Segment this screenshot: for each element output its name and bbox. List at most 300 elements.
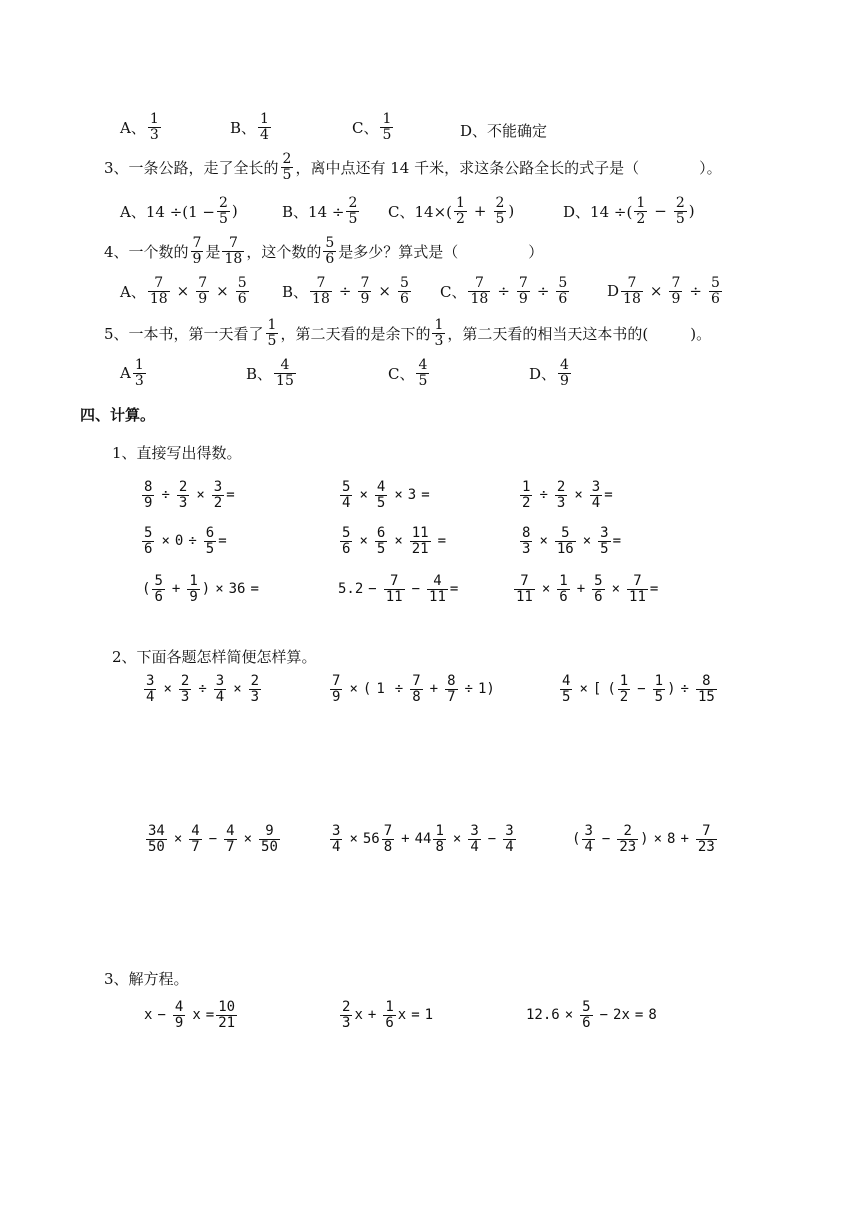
operator: − xyxy=(654,202,667,221)
expression-text: ( xyxy=(362,681,372,698)
numerator: 5 xyxy=(582,999,591,1015)
expression-text: A、14 ÷(1 − xyxy=(120,202,215,221)
numerator: 4 xyxy=(226,823,235,839)
expression-text: B、 xyxy=(246,364,273,383)
numerator: 5 xyxy=(399,275,409,291)
q4-option-d xyxy=(607,276,724,306)
expression-text: = xyxy=(449,581,459,598)
expression-text: x xyxy=(397,1007,407,1024)
denominator: 5 xyxy=(654,688,664,705)
denominator: 3 xyxy=(149,126,159,143)
fraction xyxy=(560,674,572,704)
fraction xyxy=(340,526,352,556)
denominator: 5 xyxy=(382,126,392,143)
denominator: 50 xyxy=(148,838,165,855)
fraction xyxy=(259,824,280,854)
denominator: 2 xyxy=(213,494,223,511)
expression-text: = xyxy=(604,487,613,504)
numerator: 10 xyxy=(218,999,236,1015)
expr-1-2 xyxy=(338,480,435,510)
operator: × xyxy=(649,282,663,301)
fraction xyxy=(187,574,199,604)
fraction xyxy=(142,480,154,510)
numerator: 5 xyxy=(154,573,163,589)
fraction xyxy=(592,574,604,604)
operator: ÷ xyxy=(539,487,548,504)
numerator: 5 xyxy=(237,275,247,291)
fraction xyxy=(191,236,204,266)
operator: × xyxy=(349,681,358,698)
expression-text: = xyxy=(226,487,235,504)
q3-stem xyxy=(104,152,722,182)
denominator: 5 xyxy=(418,372,428,389)
numerator: 3 xyxy=(213,479,223,495)
expression-text: D、14 ÷( xyxy=(563,202,633,221)
expression-text: 2x xyxy=(613,1007,630,1024)
expr-1-5 xyxy=(338,526,451,556)
numerator: 3 xyxy=(332,823,341,839)
expression-text: A、 xyxy=(120,282,146,301)
fraction xyxy=(142,526,154,556)
fraction xyxy=(556,276,569,306)
expression-text: 1 xyxy=(477,681,487,698)
part1-title: 1、直接写出得数。 xyxy=(112,444,242,462)
numerator: 1 xyxy=(434,317,444,333)
denominator: 4 xyxy=(470,838,479,855)
numerator: 2 xyxy=(219,195,228,211)
operator: = xyxy=(250,581,259,598)
denominator: 5 xyxy=(219,210,228,227)
fraction xyxy=(468,824,480,854)
fraction xyxy=(330,824,342,854)
operator: × xyxy=(541,581,551,598)
expr-2-3 xyxy=(558,674,719,704)
expression-text: ) xyxy=(486,681,495,698)
numerator: 2 xyxy=(623,823,632,839)
numerator: 3 xyxy=(470,823,479,839)
operator: + xyxy=(401,831,410,848)
numerator: 7 xyxy=(192,235,202,251)
fraction xyxy=(590,480,602,510)
numerator: 34 xyxy=(148,823,165,839)
operator: × xyxy=(216,282,229,301)
operator: = xyxy=(411,1007,420,1024)
denominator: 5 xyxy=(267,332,277,349)
fraction xyxy=(148,276,170,306)
denominator: 4 xyxy=(260,126,269,143)
denominator: 3 xyxy=(178,494,188,511)
denominator: 5 xyxy=(205,540,215,557)
fraction xyxy=(249,674,261,704)
fraction xyxy=(555,526,576,556)
expression-text: )。 xyxy=(690,324,712,343)
fraction xyxy=(330,674,342,704)
denominator: 50 xyxy=(261,838,278,855)
denominator: 9 xyxy=(192,250,202,267)
fraction xyxy=(281,152,294,182)
operator: − xyxy=(487,831,497,848)
q4-stem xyxy=(104,236,543,266)
denominator: 8 xyxy=(435,838,444,855)
denominator: 6 xyxy=(237,290,247,307)
fraction xyxy=(214,674,226,704)
expression-text: = xyxy=(612,533,622,550)
denominator: 8 xyxy=(412,688,421,705)
operator: − xyxy=(368,581,377,598)
expression-text: ，第二天看的相当天这本书的( xyxy=(447,324,649,343)
operator: ÷ xyxy=(161,487,170,504)
denominator: 9 xyxy=(144,494,153,511)
numerator: 5 xyxy=(594,573,603,589)
fraction xyxy=(146,824,167,854)
numerator: 5 xyxy=(144,525,153,541)
expression-text: = xyxy=(649,581,659,598)
numerator: 2 xyxy=(178,479,188,495)
denominator: 9 xyxy=(518,290,528,307)
q3-option-d xyxy=(563,196,695,226)
numerator: 4 xyxy=(560,357,569,373)
expression-text: ) xyxy=(508,202,515,221)
denominator: 2 xyxy=(522,494,531,511)
numerator: 3 xyxy=(591,479,601,495)
denominator: 2 xyxy=(456,210,465,227)
numerator: 4 xyxy=(433,573,442,589)
numerator: 5 xyxy=(710,275,720,291)
fraction xyxy=(380,112,393,142)
q4-option-b xyxy=(282,276,413,306)
fraction xyxy=(173,1000,185,1030)
fraction xyxy=(432,318,445,348)
denominator: 15 xyxy=(276,372,294,389)
numerator: 2 xyxy=(348,195,358,211)
operator: 1 xyxy=(376,681,385,698)
fraction xyxy=(427,574,448,604)
q4-option-a xyxy=(120,276,251,306)
q2-option-c xyxy=(352,112,395,142)
fraction xyxy=(346,196,359,226)
operator: × xyxy=(161,533,170,550)
q5-option-b xyxy=(246,358,298,388)
fraction xyxy=(634,196,647,226)
fraction xyxy=(580,1000,592,1030)
denominator: 6 xyxy=(342,540,351,557)
expression-text: A xyxy=(120,364,131,383)
equation-2 xyxy=(338,1000,433,1030)
operator: × xyxy=(579,681,588,698)
denominator: 5 xyxy=(562,688,571,705)
expr-2-1 xyxy=(142,674,263,704)
operator: ÷ xyxy=(536,282,550,301)
denominator: 8 xyxy=(383,838,393,855)
fraction xyxy=(696,674,717,704)
numerator: 4 xyxy=(280,357,290,373)
denominator: 5 xyxy=(376,494,386,511)
expr-1-6 xyxy=(518,526,621,556)
expression-text: x xyxy=(354,1007,363,1024)
denominator: 9 xyxy=(189,588,198,605)
numerator: 4 xyxy=(376,479,386,495)
operator: × xyxy=(176,282,190,301)
numerator: 4 xyxy=(174,999,184,1015)
fraction xyxy=(621,276,643,306)
fraction xyxy=(258,112,271,142)
operator: × xyxy=(243,831,253,848)
numerator: 2 xyxy=(556,479,566,495)
denominator: 6 xyxy=(559,588,568,605)
denominator: 3 xyxy=(434,332,444,349)
denominator: 11 xyxy=(516,588,533,605)
expression-text: ，离中点还有 14 千米，求这条公路全长的式子是（ xyxy=(295,158,640,177)
denominator: 3 xyxy=(522,540,531,557)
denominator: 23 xyxy=(697,838,715,855)
option-label: A、 xyxy=(120,118,146,137)
denominator: 4 xyxy=(332,838,341,855)
expr-2-4 xyxy=(144,824,282,854)
denominator: 7 xyxy=(447,688,456,705)
operator: × xyxy=(653,831,663,848)
expr-1-8 xyxy=(338,574,458,604)
fraction xyxy=(653,674,665,704)
numerator: 1 xyxy=(382,111,392,127)
operator: × xyxy=(359,533,368,550)
denominator: 18 xyxy=(623,290,641,307)
denominator: 4 xyxy=(215,688,225,705)
fraction xyxy=(416,358,429,388)
denominator: 18 xyxy=(149,290,168,307)
fraction xyxy=(468,276,490,306)
numerator: 7 xyxy=(316,275,326,291)
numerator: 8 xyxy=(144,479,153,495)
fraction xyxy=(217,196,230,226)
numerator: 1 xyxy=(522,479,531,495)
denominator: 9 xyxy=(198,290,208,307)
denominator: 5 xyxy=(282,166,292,183)
denominator: 21 xyxy=(411,540,429,557)
expr-1-9 xyxy=(512,574,658,604)
denominator: 3 xyxy=(134,372,144,389)
operator: × xyxy=(359,487,368,504)
operator: ÷ xyxy=(394,681,404,698)
fraction xyxy=(517,276,530,306)
denominator: 6 xyxy=(558,290,568,307)
denominator: 4 xyxy=(591,494,601,511)
expression-text: 44 xyxy=(414,831,432,848)
denominator: 18 xyxy=(224,250,243,267)
expression-text: ( xyxy=(572,831,581,848)
operator: × xyxy=(163,681,172,698)
denominator: 4 xyxy=(146,688,155,705)
numerator: 7 xyxy=(154,275,164,291)
expression-text: 8 xyxy=(667,831,676,848)
option-label: C、 xyxy=(352,118,379,137)
denominator: 11 xyxy=(429,588,446,605)
q3-option-a xyxy=(120,196,238,226)
expression-text: 4、一个数的 xyxy=(104,242,189,261)
numerator: 9 xyxy=(265,823,274,839)
fraction xyxy=(216,1000,237,1030)
expression-text: 12.6 xyxy=(526,1007,560,1024)
section-title: 四、计算。 xyxy=(80,406,156,424)
fraction xyxy=(144,674,156,704)
part2-title: 2、下面各题怎样简便怎样算。 xyxy=(112,648,317,666)
denominator: 3 xyxy=(180,688,190,705)
fraction xyxy=(375,480,387,510)
q3-option-c xyxy=(388,196,514,226)
expression-text: 5、一本书，第一天看了 xyxy=(104,324,264,343)
operator: × xyxy=(349,831,358,848)
operator: × xyxy=(582,533,592,550)
denominator: 7 xyxy=(191,838,200,855)
denominator: 9 xyxy=(332,688,341,705)
numerator: 7 xyxy=(520,573,529,589)
numerator: 5 xyxy=(561,525,570,541)
denominator: 9 xyxy=(671,290,681,307)
numerator: 2 xyxy=(250,673,260,689)
operator: − xyxy=(601,831,611,848)
numerator: 5 xyxy=(325,235,335,251)
numerator: 2 xyxy=(675,195,685,211)
denominator: 6 xyxy=(582,1014,591,1031)
expression-text: ）。 xyxy=(699,158,722,177)
numerator: 7 xyxy=(332,673,341,689)
numerator: 1 xyxy=(134,357,144,373)
numerator: 7 xyxy=(383,823,393,839)
expression-text: [ xyxy=(592,681,602,698)
operator: = xyxy=(634,1007,644,1024)
fraction xyxy=(598,526,610,556)
operator: × xyxy=(574,487,583,504)
operator: − xyxy=(411,581,421,598)
expression-text: ) xyxy=(667,681,676,698)
denominator: 3 xyxy=(342,1014,351,1031)
numerator: 7 xyxy=(198,275,208,291)
fraction xyxy=(398,276,411,306)
equation-3 xyxy=(526,1000,657,1030)
numerator: 3 xyxy=(584,823,593,839)
expression-text: ) xyxy=(640,831,649,848)
denominator: 4 xyxy=(342,494,351,511)
q5-option-d xyxy=(529,358,573,388)
numerator: 1 xyxy=(435,823,444,839)
operator: × xyxy=(233,681,242,698)
numerator: 2 xyxy=(282,151,292,167)
operator: × xyxy=(215,581,224,598)
denominator: 21 xyxy=(218,1014,236,1031)
expression-text: C、 xyxy=(440,282,467,301)
fraction xyxy=(179,674,191,704)
operator: x xyxy=(192,1007,201,1024)
denominator: 5 xyxy=(495,210,505,227)
fraction xyxy=(189,824,201,854)
operator: + xyxy=(473,202,487,221)
fraction xyxy=(152,574,164,604)
q2-option-a xyxy=(120,112,163,142)
denominator: 9 xyxy=(174,1014,184,1031)
fraction xyxy=(222,236,244,266)
q3-option-b xyxy=(282,196,361,226)
denominator: 11 xyxy=(629,588,646,605)
expr-2-5 xyxy=(328,824,518,854)
fraction xyxy=(520,480,532,510)
numerator: 1 xyxy=(654,673,664,689)
numerator: 2 xyxy=(495,195,505,211)
fraction xyxy=(514,574,535,604)
fraction xyxy=(555,480,567,510)
fraction xyxy=(709,276,722,306)
numerator: 7 xyxy=(412,673,421,689)
expression-text: B、14 ÷ xyxy=(282,202,345,221)
denominator: 6 xyxy=(154,588,163,605)
fraction xyxy=(557,574,569,604)
numerator: 7 xyxy=(671,275,681,291)
part3-title: 3、解方程。 xyxy=(104,970,189,988)
numerator: 2 xyxy=(342,999,351,1015)
denominator: 5 xyxy=(600,540,609,557)
fraction xyxy=(410,526,431,556)
numerator: 1 xyxy=(619,673,629,689)
operator: × xyxy=(394,487,403,504)
operator: × xyxy=(196,487,205,504)
expression-text: ( xyxy=(607,681,616,698)
numerator: 1 xyxy=(385,999,394,1015)
denominator: 4 xyxy=(505,838,514,855)
fraction xyxy=(133,358,146,388)
numerator: 7 xyxy=(228,235,238,251)
numerator: 11 xyxy=(411,525,429,541)
fraction xyxy=(204,526,216,556)
fraction xyxy=(375,526,387,556)
fraction xyxy=(177,480,189,510)
fraction xyxy=(433,824,445,854)
q2-option-d: D、不能确定 xyxy=(460,122,548,140)
denominator: 9 xyxy=(360,290,370,307)
expression-text: D、 xyxy=(529,364,557,383)
fraction xyxy=(340,480,352,510)
q5-option-a xyxy=(120,358,148,388)
numerator: 5 xyxy=(558,275,568,291)
expression-text: 0 xyxy=(174,533,184,550)
numerator: 2 xyxy=(180,673,190,689)
operator: + xyxy=(171,581,181,598)
fraction xyxy=(340,1000,352,1030)
q5-stem xyxy=(104,318,711,348)
operator: − xyxy=(599,1007,609,1024)
operator: + xyxy=(429,681,439,698)
denominator: 11 xyxy=(385,588,403,605)
fraction xyxy=(627,574,648,604)
fraction xyxy=(212,480,224,510)
numerator: 7 xyxy=(633,573,642,589)
denominator: 3 xyxy=(556,494,566,511)
operator: ÷ xyxy=(689,282,702,301)
numerator: 1 xyxy=(260,111,269,127)
expression-text: ） xyxy=(528,242,544,261)
denominator: 3 xyxy=(250,688,260,705)
denominator: 18 xyxy=(312,290,330,307)
operator: + xyxy=(576,581,586,598)
numerator: 3 xyxy=(505,823,514,839)
denominator: 16 xyxy=(556,540,574,557)
numerator: 1 xyxy=(149,111,159,127)
fraction xyxy=(494,196,507,226)
denominator: 23 xyxy=(619,838,637,855)
fraction xyxy=(196,276,209,306)
expression-text: B、 xyxy=(282,282,309,301)
numerator: 8 xyxy=(702,673,711,689)
numerator: 1 xyxy=(456,195,465,211)
fraction xyxy=(384,574,405,604)
q4-option-c xyxy=(440,276,571,306)
